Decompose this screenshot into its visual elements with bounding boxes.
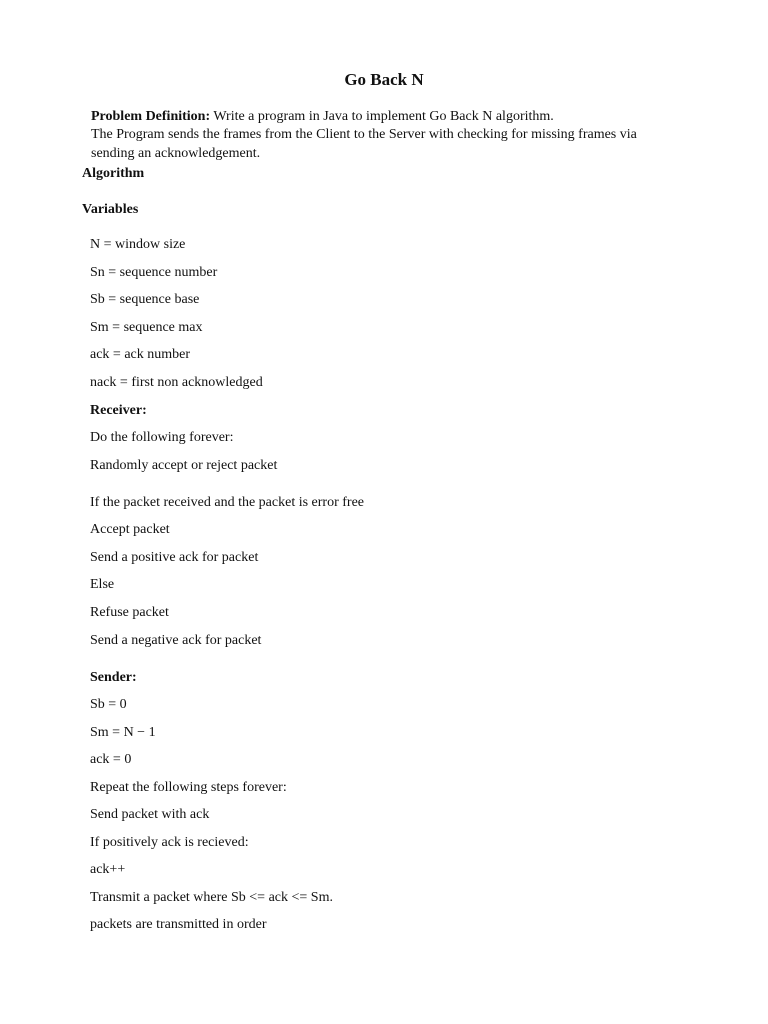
sender-step: Repeat the following steps forever:: [90, 780, 287, 795]
receiver-step: If the packet received and the packet is error free: [90, 495, 365, 510]
receiver-step: Randomly accept or reject packet: [90, 458, 278, 473]
variable-item: N = window size: [90, 237, 186, 252]
receiver-step: Else: [90, 577, 115, 592]
algorithm-heading: Algorithm: [82, 166, 145, 181]
sender-step: ack++: [90, 862, 126, 877]
sender-step: Sb = 0: [90, 697, 127, 712]
variables-heading: Variables: [82, 202, 139, 217]
sender-step: Transmit a packet where Sb <= ack <= Sm.: [90, 890, 333, 905]
sender-step: If positively ack is recieved:: [90, 835, 249, 850]
problem-description-line-2: sending an acknowledgement.: [91, 146, 261, 161]
sender-step: Send packet with ack: [90, 807, 210, 822]
problem-definition-label: Problem Definition:: [91, 109, 211, 124]
variable-item: Sm = sequence max: [90, 320, 203, 335]
receiver-step: Accept packet: [90, 522, 170, 537]
receiver-step: Send a positive ack for packet: [90, 550, 259, 565]
problem-definition-text: Write a program in Java to implement Go Back N algorithm.: [210, 109, 554, 124]
receiver-step: Refuse packet: [90, 605, 169, 620]
receiver-heading: Receiver:: [90, 403, 147, 418]
document-title: Go Back N: [344, 70, 424, 89]
receiver-step: Do the following forever:: [90, 430, 234, 445]
sender-step: packets are transmitted in order: [90, 917, 267, 932]
problem-description-line-1: The Program sends the frames from the Client to the Server with checking for missing frames via: [91, 127, 637, 142]
variable-item: Sb = sequence base: [90, 292, 200, 307]
sender-step: ack = 0: [90, 752, 132, 767]
sender-heading: Sender:: [90, 670, 137, 685]
problem-definition-line: [91, 108, 554, 126]
receiver-step: Send a negative ack for packet: [90, 633, 262, 648]
variable-item: Sn = sequence number: [90, 265, 218, 280]
variable-item: ack = ack number: [90, 347, 191, 362]
variable-item: nack = first non acknowledged: [90, 375, 263, 390]
sender-step: Sm = N − 1: [90, 725, 156, 740]
